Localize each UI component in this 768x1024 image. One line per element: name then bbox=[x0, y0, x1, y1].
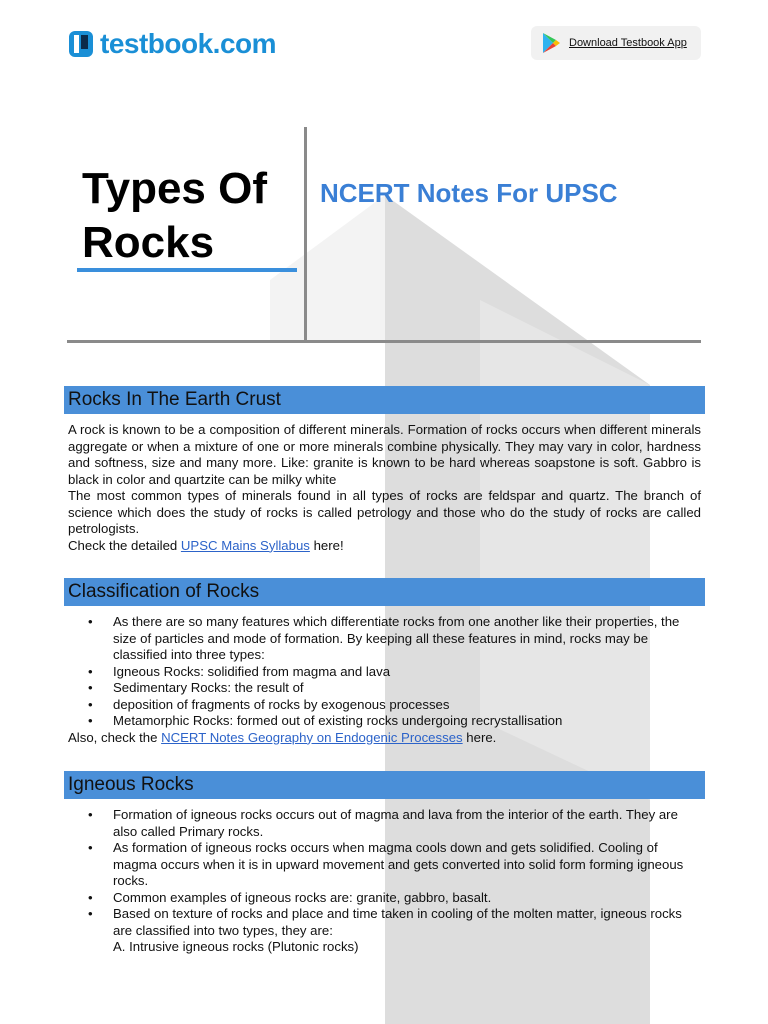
section-heading-classification: Classification of Rocks bbox=[64, 578, 705, 606]
bullet-icon: • bbox=[88, 614, 93, 629]
bullet-icon: • bbox=[88, 906, 93, 921]
title-line-2: Rocks bbox=[82, 218, 215, 267]
page-subtitle: NCERT Notes For UPSC bbox=[320, 178, 618, 208]
bullet-icon: • bbox=[88, 713, 93, 728]
also-prefix: Also, check the bbox=[68, 729, 162, 745]
check-prefix: Check the detailed bbox=[68, 537, 181, 553]
list-item bbox=[68, 807, 701, 840]
vertical-divider bbox=[304, 127, 307, 341]
check-syllabus-line bbox=[68, 538, 701, 555]
also-suffix: here. bbox=[462, 729, 497, 745]
bullet-icon: • bbox=[88, 807, 93, 822]
list-item-text: Sedimentary Rocks: the result of bbox=[113, 680, 304, 695]
page-title bbox=[82, 162, 302, 270]
list-item-text: Igneous Rocks: solidified from magma and lava bbox=[113, 663, 391, 679]
bullet-icon: • bbox=[88, 663, 93, 679]
list-item-text: Formation of igneous rocks occurs out of magma and lava from the interior of the earth. They are also called Primary rocks. bbox=[113, 807, 678, 839]
section-body-earth-crust bbox=[68, 422, 701, 554]
sub-item-text: A. Intrusive igneous rocks (Plutonic rocks) bbox=[113, 939, 359, 954]
also-check-line bbox=[68, 730, 701, 747]
bullet-list bbox=[68, 807, 701, 956]
bullet-icon: • bbox=[88, 680, 93, 695]
list-item bbox=[68, 906, 701, 956]
horizontal-divider bbox=[67, 340, 701, 343]
download-app-label: Download Testbook App bbox=[569, 37, 687, 49]
testbook-logo[interactable] bbox=[68, 28, 276, 60]
list-item bbox=[68, 680, 701, 697]
bullet-icon: • bbox=[88, 840, 93, 855]
list-item-text: Common examples of igneous rocks are: granite, gabbro, basalt. bbox=[113, 889, 492, 905]
title-line-1: Types Of bbox=[82, 164, 268, 213]
title-underline bbox=[77, 268, 297, 272]
bullet-icon: • bbox=[88, 889, 93, 905]
paragraph: A rock is known to be a composition of different minerals. Formation of rocks occurs when different minerals aggregate or when a mixture of one or more minerals combine physically. They may vary in color, hardness and softness, size and many more. Like: granite is known to be hard whereas soapstone is soft. Gabbro is black in color and quartzite can be milky white bbox=[68, 422, 701, 487]
testbook-logo-icon bbox=[68, 30, 94, 58]
logo-text: testbook.com bbox=[100, 28, 277, 59]
paragraph: The most common types of minerals found in all types of rocks are feldspar and quartz. The branch of science which does the study of rocks is called petrology and those who do the study of rocks are called petrologists. bbox=[68, 488, 701, 536]
list-item bbox=[68, 890, 701, 907]
section-body-classification bbox=[68, 614, 701, 746]
list-item-text: deposition of fragments of rocks by exogenous processes bbox=[113, 696, 450, 712]
list-item-text: As formation of igneous rocks occurs when magma cools down and gets solidified. Cooling of magma occurs when it is in upward movement and gets converted into solid form forming igneous rocks. bbox=[113, 840, 684, 888]
google-play-icon bbox=[541, 32, 561, 54]
endogenic-processes-link[interactable]: NCERT Notes Geography on Endogenic Processes bbox=[161, 729, 463, 745]
section-heading-igneous: Igneous Rocks bbox=[64, 771, 705, 799]
list-item-text: As there are so many features which differentiate rocks from one another like their properties, the size of particles and mode of formation. By keeping all these features in mind, rocks may be classified into three types: bbox=[113, 614, 680, 662]
list-item-text: Based on texture of rocks and place and time taken in cooling of the molten matter, igneous rocks are classified into two types, they are: bbox=[113, 906, 682, 938]
list-item bbox=[68, 697, 701, 714]
list-item bbox=[68, 840, 701, 890]
section-heading-earth-crust: Rocks In The Earth Crust bbox=[64, 386, 705, 414]
list-item bbox=[68, 664, 701, 681]
bullet-icon: • bbox=[88, 696, 93, 712]
list-item bbox=[68, 713, 701, 730]
check-suffix: here! bbox=[309, 537, 344, 553]
upsc-mains-syllabus-link[interactable]: UPSC Mains Syllabus bbox=[180, 537, 310, 553]
download-app-button[interactable] bbox=[531, 26, 701, 60]
list-item bbox=[68, 614, 701, 664]
list-item-text: Metamorphic Rocks: formed out of existing rocks undergoing recrystallisation bbox=[113, 713, 563, 728]
bullet-list bbox=[68, 614, 701, 730]
section-body-igneous bbox=[68, 807, 701, 956]
